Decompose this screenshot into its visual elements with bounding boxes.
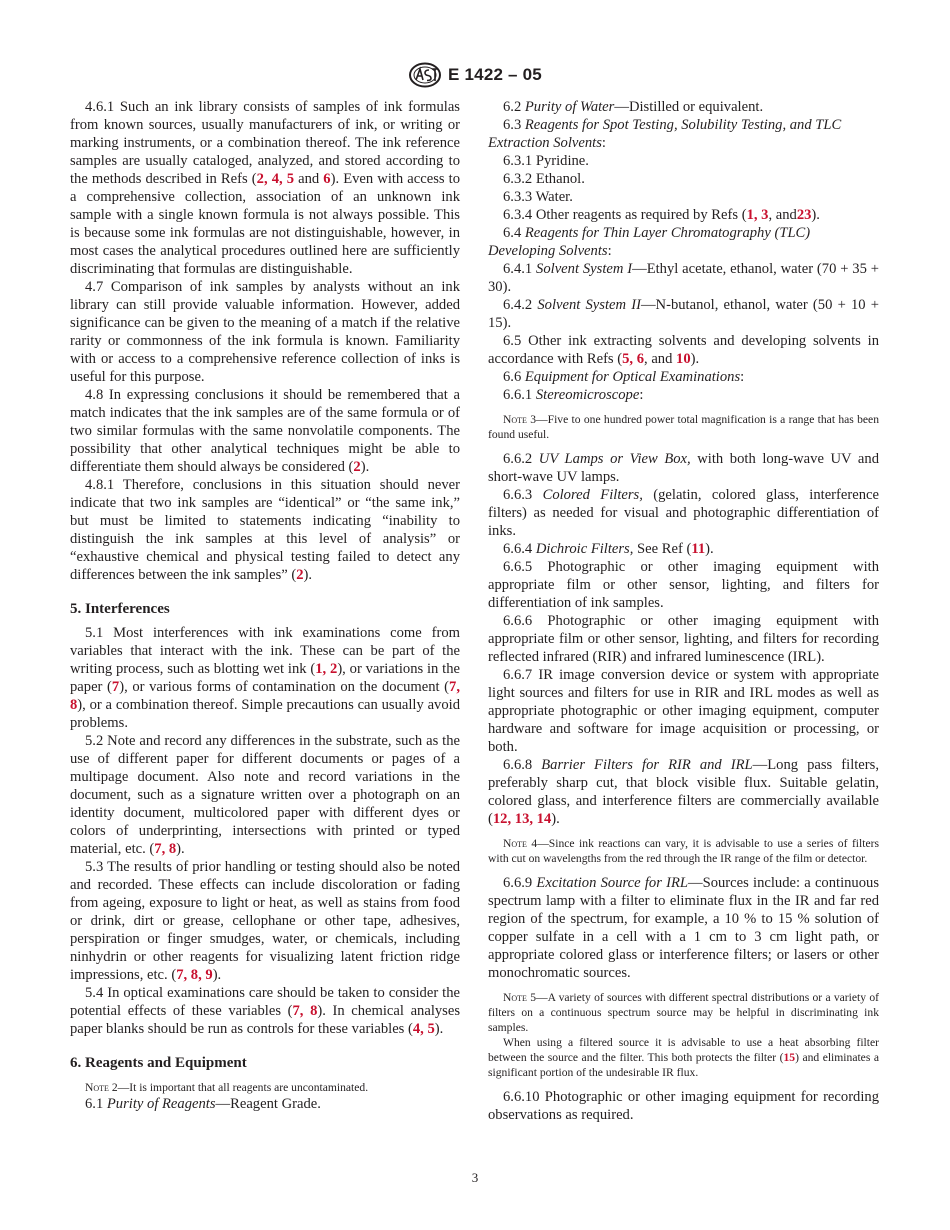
ref-link[interactable]: 7 [154,841,162,857]
section-4-6-1: 4.6.1 Such an ink library consists of samples of ink formulas from known sources, usually manufacturers of ink, or writing or marking instruments, or a combination thereof. The ink reference samples are usually cataloged, analyzed, and stored according to the methods described in Refs (2, 4, 5 and 6). Even with access to a comprehensive collection, association of an unknown ink sample with a single known formula is not always possible. This is because some ink formulas are not distinguishable, however, in most cases the analytical procedures outlined here are sufficiently discriminating that formulas are distinguishable. [70,99,461,277]
section-6-2: 6.2 Purity of Water—Distilled or equivalent. [503,99,764,115]
section-6-6-4: 6.6.4 Dichroic Filters, See Ref (11). [503,541,714,557]
section-6-6-1: 6.6.1 Stereomicroscope: [503,387,644,403]
document-designation: E 1422 – 05 [448,65,542,84]
section-5-2: 5.2 Note and record any differences in the substrate, such as the use of different paper for different documents or pages of a multipage document. Also note and record variations in the document, such as a signature written over a photograph on an identity document, multicolored paper with different dyes or colors of underprinting, intersections with printed or typed material, etc. (7, 8). [70,733,460,857]
section-6-4-1: 6.4.1 Solvent System I—Ethyl acetate, ethanol, water (70 + 35 + 30). [488,261,879,295]
ref-link[interactable]: 8 [310,1003,318,1019]
note-3: Note 3—Five to one hundred power total magnification is a range that has been found useful. [488,413,879,441]
ref-link[interactable]: 5 [427,1021,435,1037]
ref-link[interactable]: 8 [168,841,177,857]
page-header [0,62,950,88]
section-6-1: 6.1 Purity of Reagents—Reagent Grade. [85,1096,321,1112]
heading-interferences: 5. Interferences [70,601,170,617]
left-column [70,98,460,1113]
section-6-3-4: 6.3.4 Other reagents as required by Refs (1, 3, and23). [503,207,820,223]
section-6-6-7: 6.6.7 IR image conversion device or system with appropriate light sources and filters for use in RIR and IRL modes as well as appropriate photographic or other imaging equipment, computer hardware and software for image acquisition or processing, or both. [488,667,879,755]
page-number: 3 [471,1170,479,1185]
ref-link[interactable]: 5 [622,351,630,367]
note-4: Note 4—Since ink reactions can vary, it is advisable to use a series of filters with cut on wavelengths from the red through the IR range of the film or detector. [488,837,879,865]
section-5-3: 5.3 The results of prior handling or testing should also be noted and recorded. These effects can include discoloration or fading from ageing, exposure to light or heat, as well as stains from food or drink, dirt or grease, cellophane or other tape, adhesives, perspiration or finger smudges, water, or chemicals, including ninhydrin or other reagents for visualizing latent friction ridge impressions, etc. (7, 8, 9). [70,859,460,983]
ref-link[interactable]: 4 [412,1021,421,1037]
ref-link[interactable]: 15 [783,1051,796,1064]
section-6-4-2: 6.4.2 Solvent System II—N-butanol, ethanol, water (50 + 10 + 15). [488,297,879,331]
section-6-6-2: 6.6.2 UV Lamps or View Box, with both long-wave UV and short-wave UV lamps. [488,451,879,485]
section-6-3-2: 6.3.2 Ethanol. [503,171,585,187]
section-6-3-1: 6.3.1 Pyridine. [503,153,589,169]
astm-logo-icon [408,62,442,88]
ref-link[interactable]: 11 [691,541,706,557]
section-6-6: 6.6 Equipment for Optical Examinations: [503,369,745,385]
section-6-3: 6.3 Reagents for Spot Testing, Solubility Testing, and TLC Extraction Solvents: [488,117,842,151]
section-4-8: 4.8 In expressing conclusions it should be remembered that a match indicates that the ink samples are of the same formula or of two similar formulas with the same nonvolatile components. The possibility that other analytical techniques might be able to differentiate them should always be considered (2). [70,387,460,475]
ref-link[interactable]: 1 [746,207,754,223]
ref-link[interactable]: 6 [636,351,645,367]
ref-link[interactable]: 2 [256,171,264,187]
section-6-6-3: 6.6.3 Colored Filters, (gelatin, colored glass, interference filters) as needed for visual and photographic differentiation of inks. [488,487,879,539]
ref-link[interactable]: 10 [676,351,691,367]
section-6-6-9: 6.6.9 Excitation Source for IRL—Sources include: a continuous spectrum lamp with a filter to eliminate flux in the IR and far red region of the spectrum, for example, a 10 % to 15 % solution of copper sulfate in a cell with a 1 cm to 3 cm light path, or appropriate colored glass or interference filters; or lasers or other monochromatic sources. [488,875,879,981]
section-6-6-8: 6.6.8 Barrier Filters for RIR and IRL—Long pass filters, preferably sharp cut, that block visible flux. Suitable gelatin, colored glass, and interference filters are commercially available (12, 13, 14). [488,757,879,827]
ref-link[interactable]: 6 [323,171,331,187]
section-6-6-5: 6.6.5 Photographic or other imaging equipment with appropriate film or other sensor, lighting, and filters for differentiation of ink samples. [488,559,879,611]
note-5-continued: When using a filtered source it is advisable to use a heat absorbing filter between the source and the filter. This both protects the filter (15) and eliminates a significant portion of the undesirable IR flux. [488,1036,879,1079]
ref-link[interactable]: 1 [315,661,323,677]
ref-link[interactable]: 2 [330,661,338,677]
ref-link[interactable]: 7 [292,1003,300,1019]
ref-link[interactable]: 5 [286,171,295,187]
section-6-4: 6.4 Reagents for Thin Layer Chromatography (TLC) Developing Solvents: [488,225,811,259]
note-2: Note 2—It is important that all reagents are uncontaminated. [85,1081,369,1094]
section-5-1: 5.1 Most interferences with ink examinations come from variables that interact with the ink. These can be part of the writing process, such as blotting wet ink (1, 2), or variations in the paper (7), or various forms of contamination on the document (7, 8), or a combination thereof. Simple precautions can usually avoid problems. [70,625,460,731]
ref-link[interactable]: 8 [70,697,78,713]
ref-link[interactable]: 2 [296,567,304,583]
ref-link[interactable]: 2 [353,459,361,475]
ref-link[interactable]: 8 [190,967,199,983]
note-5: Note 5—A variety of sources with different spectral distributions or a variety of filters on a continuous spectrum source may be helpful in discriminating ink samples. [488,991,879,1034]
ref-link[interactable]: 7 [176,967,184,983]
ref-link[interactable]: 7 [111,679,120,695]
right-column [488,98,879,1124]
heading-reagents-equipment: 6. Reagents and Equipment [70,1055,247,1071]
section-6-5: 6.5 Other ink extracting solvents and developing solvents in accordance with Refs (5, 6, and 10). [488,333,879,367]
ref-link[interactable]: 3 [761,207,769,223]
section-6-6-10: 6.6.10 Photographic or other imaging equipment for recording observations as required. [488,1089,879,1123]
section-5-4: 5.4 In optical examinations care should be taken to consider the potential effects of these variables (7, 8). In chemical analyses paper blanks should be run as controls for these variables (4, 5). [70,985,461,1037]
section-4-7: 4.7 Comparison of ink samples by analysts without an ink library can still provide valuable information. However, added significance can be given to the meaning of a match if the relative rarity or commonness of the ink formula is known. Familiarity with or access to a comprehensive reference collection of inks is useful for this purpose. [70,279,460,385]
ref-link[interactable]: 23 [796,207,812,223]
section-4-8-1: 4.8.1 Therefore, conclusions in this situation should never indicate that two ink samples are “identical” or “the same ink,” but must be limited to statements indicating “inability to distinguish the ink samples at this level of analysis” or “exhaustive chemical and physical testing failed to detect any differences between the ink samples” (2). [70,477,460,583]
ref-link[interactable]: 9 [205,967,213,983]
ref-link[interactable]: 13 [514,811,530,827]
section-6-3-3: 6.3.3 Water. [503,189,573,205]
ref-link[interactable]: 7 [449,679,457,695]
ref-link[interactable]: 14 [536,811,552,827]
ref-link[interactable]: 12 [492,811,508,827]
ref-link[interactable]: 4 [271,171,279,187]
section-6-6-6: 6.6.6 Photographic or other imaging equipment with appropriate film or other sensor, lighting, and filters for recording reflected infrared (RIR) and infrared luminescence (IRL). [488,613,879,665]
